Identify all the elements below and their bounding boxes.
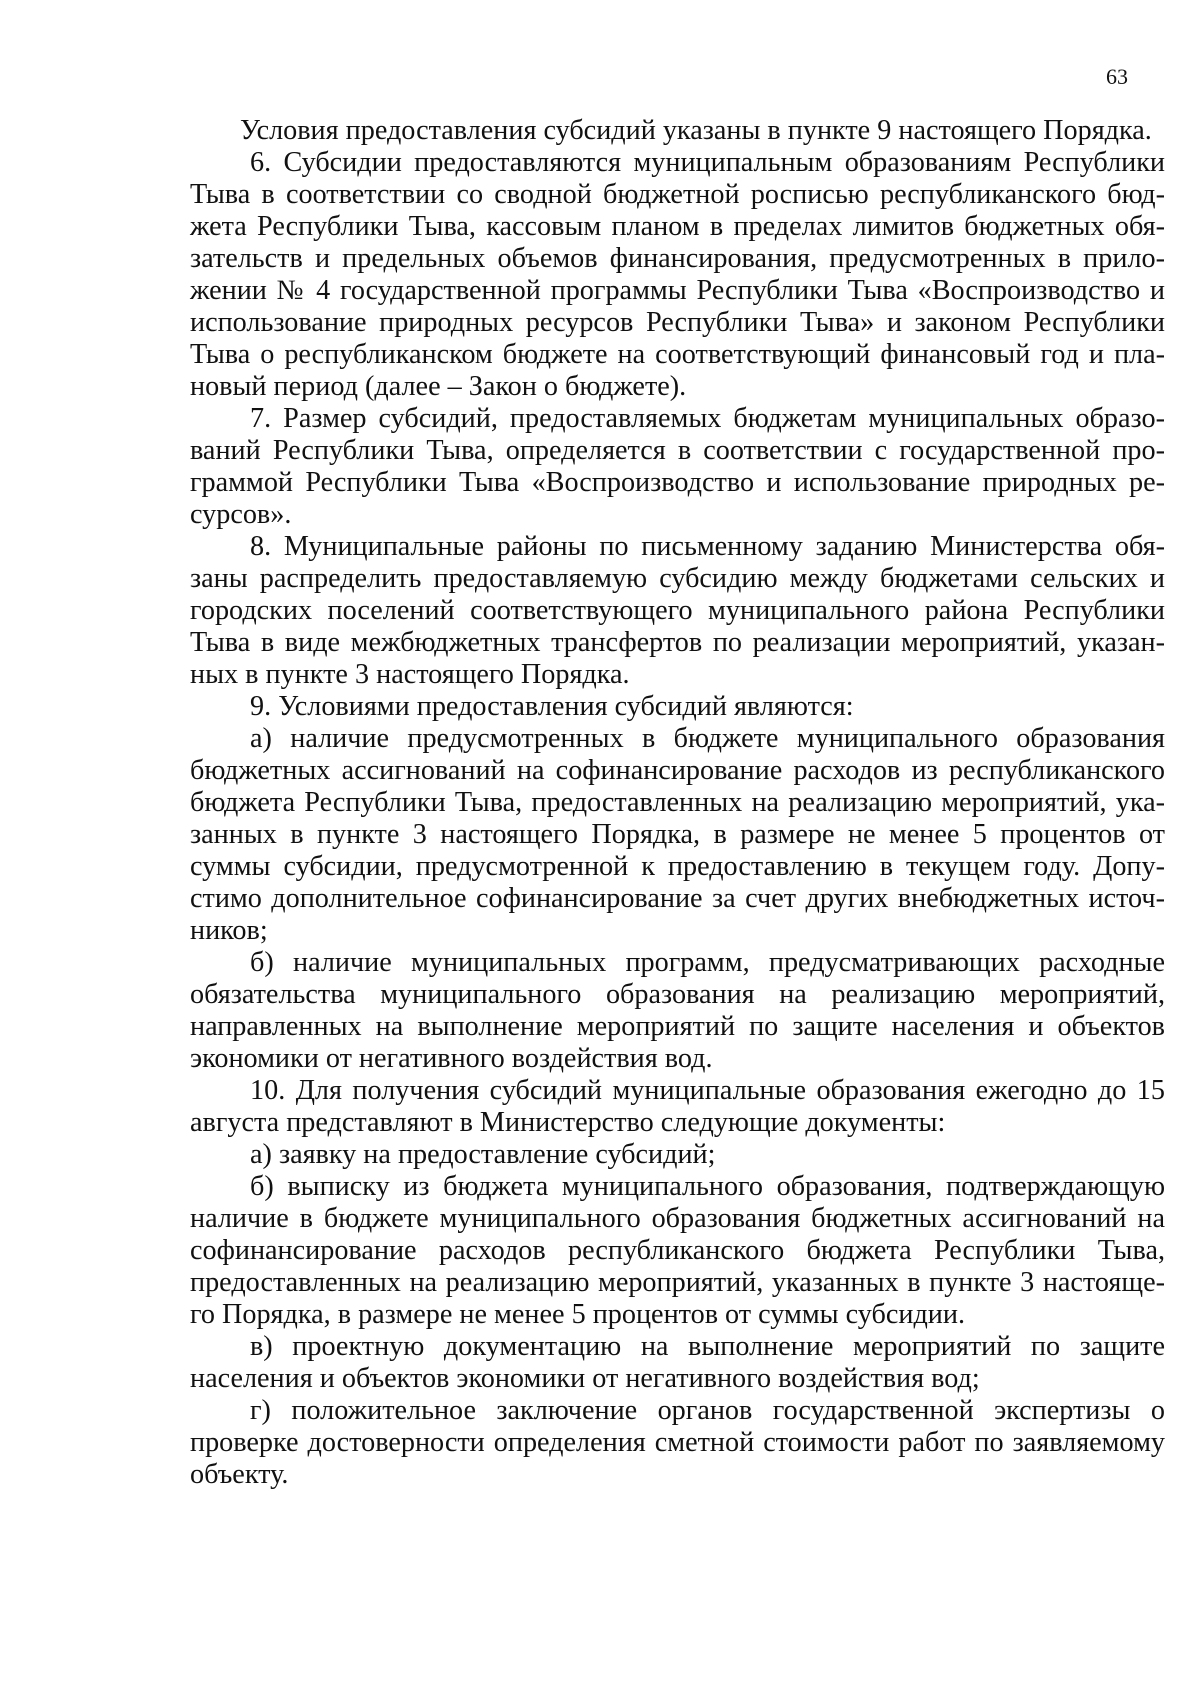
- paragraph-10g: г) положительное заключение органов государственной экспертизы о проверке достоверности определения сметной стоимости работ по заявляемому объекту.: [190, 1395, 1165, 1490]
- paragraph-10b: б) выписку из бюджета муниципального образования, подтверждающую наличие в бюджете муниципального образования бюджетных ассигнований на софинансирование расходов республиканского бюджета Республики Тыва, предоставленных на реализацию мероприятий, указанных в пункте 3 настоящего Порядка, в размере не менее 5 процентов от суммы субсидии.: [190, 1171, 1165, 1330]
- paragraph-10a: а) заявку на предоставление субсидий;: [250, 1139, 716, 1170]
- paragraph-10v: в) проектную документацию на выполнение мероприятий по защите населения и объектов экономики от негативного воздействия вод;: [190, 1331, 1165, 1394]
- paragraph-8: 8. Муниципальные районы по письменному заданию Министерства обязаны распределить предоставляемую субсидию между бюджетами сельских и городских поселений соответствующего муниципального района Республики Тыва в виде межбюджетных трансфертов по реализации мероприятий, указанных в пункте 3 настоящего Порядка.: [190, 531, 1165, 690]
- paragraph-9b: б) наличие муниципальных программ, предусматривающих расходные обязательства муниципального образования на реализацию мероприятий, направленных на выполнение мероприятий по защите населения и объектов экономики от негативного воздействия вод.: [190, 947, 1165, 1074]
- paragraph-6: 6. Субсидии предоставляются муниципальным образованиям Республики Тыва в соответствии со сводной бюджетной росписью республиканского бюджета Республики Тыва, кассовым планом в пределах лимитов бюджетных обязательств и предельных объемов финансирования, предусмотренных в приложении № 4 государственной программы Республики Тыва «Воспроизводство и использование природных ресурсов Республики Тыва» и законом Республики Тыва о республиканском бюджете на соответствующий финансовый год и плановый период (далее – Закон о бюджете).: [190, 147, 1165, 402]
- paragraph-7: 7. Размер субсидий, предоставляемых бюджетам муниципальных образований Республики Тыва, определяется в соответствии с государственной программой Республики Тыва «Воспроизводство и использование природных ресурсов».: [190, 403, 1165, 530]
- page-number: 63: [1106, 64, 1128, 89]
- paragraph-10: 10. Для получения субсидий муниципальные образования ежегодно до 15 августа представляют в Министерство следующие документы:: [190, 1075, 1165, 1138]
- document-body: [190, 115, 1165, 1491]
- paragraph-9a: а) наличие предусмотренных в бюджете муниципального образования бюджетных ассигнований на софинансирование расходов из республиканского бюджета Республики Тыва, предоставленных на реализацию мероприятий, указанных в пункте 3 настоящего Порядка, в размере не менее 5 процентов от суммы субсидии, предусмотренной к предоставлению в текущем году. Допустимо дополнительное софинансирование за счет других внебюджетных источников;: [190, 723, 1165, 946]
- paragraph-9: 9. Условиями предоставления субсидий являются:: [250, 691, 854, 722]
- paragraph-subsidy-conditions-ref: Условия предоставления субсидий указаны в пункте 9 настоящего Порядка.: [240, 115, 1152, 146]
